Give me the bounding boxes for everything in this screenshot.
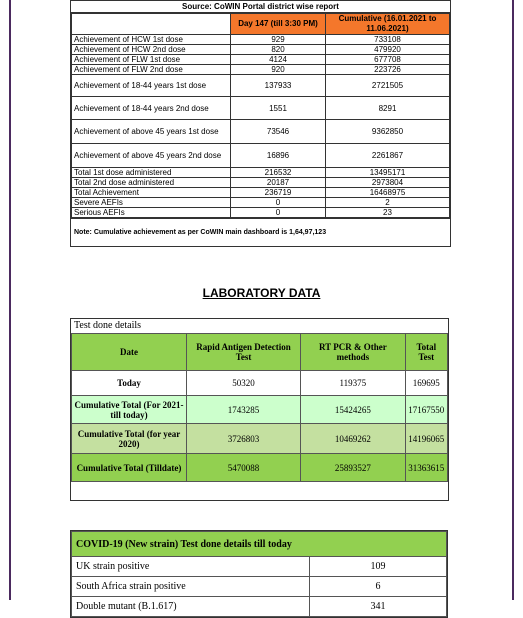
day-value: 0 [231, 208, 326, 218]
table-row [72, 65, 450, 75]
row-label: Achievement of above 45 years 2nd dose [72, 144, 231, 168]
row-label: Double mutant (B.1.617) [72, 597, 310, 617]
table-row [72, 55, 450, 65]
header-total: Total Test [405, 334, 447, 371]
row-label: Serious AEFIs [72, 208, 231, 218]
total-value: 31363615 [405, 454, 447, 482]
lab-section-title: LABORATORY DATA [202, 286, 321, 300]
row-label: Total Achievement [72, 188, 231, 198]
row-label: Cumulative Total (For 2021- till today) [72, 396, 187, 424]
cowin-header-blank [72, 14, 231, 35]
strain-header-row [72, 532, 447, 557]
table-row [72, 120, 450, 144]
day-value: 137933 [231, 75, 326, 97]
row-label: Achievement of HCW 2nd dose [72, 45, 231, 55]
row-label: Cumulative Total (Tilldate) [72, 454, 187, 482]
table-row [72, 424, 448, 454]
cumulative-value: 2973804 [326, 178, 450, 188]
cumulative-value: 8291 [326, 97, 450, 120]
day-value: 0 [231, 198, 326, 208]
table-row [72, 371, 448, 396]
table-row [72, 188, 450, 198]
table-row [72, 178, 450, 188]
rat-value: 3726803 [187, 424, 301, 454]
cowin-table [71, 13, 450, 218]
row-label: Achievement of 18-44 years 2nd dose [72, 97, 231, 120]
table-row [72, 75, 450, 97]
total-value: 14196065 [405, 424, 447, 454]
day-value: 920 [231, 65, 326, 75]
table-row [72, 557, 447, 577]
row-label: Achievement of above 45 years 1st dose [72, 120, 231, 144]
table-row [72, 208, 450, 218]
row-label: Total 2nd dose administered [72, 178, 231, 188]
day-value: 73546 [231, 120, 326, 144]
strain-value: 6 [310, 577, 447, 597]
rtpcr-value: 10469262 [301, 424, 406, 454]
day-value: 16896 [231, 144, 326, 168]
rtpcr-value: 25893527 [301, 454, 406, 482]
table-row [72, 168, 450, 178]
day-value: 216532 [231, 168, 326, 178]
test-table-title: Test done details [74, 320, 142, 331]
cumulative-value: 16468975 [326, 188, 450, 198]
row-label: Severe AEFIs [72, 198, 231, 208]
cumulative-value: 2261867 [326, 144, 450, 168]
row-label: UK strain positive [72, 557, 310, 577]
day-value: 820 [231, 45, 326, 55]
header-rtpcr: RT PCR & Other methods [301, 334, 406, 371]
row-label: Achievement of 18-44 years 1st dose [72, 75, 231, 97]
table-row [72, 198, 450, 208]
day-value: 4124 [231, 55, 326, 65]
row-label: Achievement of FLW 2nd dose [72, 65, 231, 75]
row-label: Today [72, 371, 187, 396]
day-value: 20187 [231, 178, 326, 188]
cowin-header-day: Day 147 (till 3:30 PM) [231, 14, 326, 35]
cumulative-value: 223726 [326, 65, 450, 75]
test-table-footer-space [71, 482, 448, 500]
test-table [71, 333, 448, 482]
rat-value: 50320 [187, 371, 301, 396]
total-value: 169695 [405, 371, 447, 396]
cowin-header-row [72, 14, 450, 35]
table-row [72, 97, 450, 120]
rtpcr-value: 119375 [301, 371, 406, 396]
rat-value: 1743285 [187, 396, 301, 424]
rat-value: 5470088 [187, 454, 301, 482]
header-date: Date [72, 334, 187, 371]
row-label: Achievement of HCW 1st dose [72, 35, 231, 45]
day-value: 236719 [231, 188, 326, 198]
cumulative-value: 479920 [326, 45, 450, 55]
total-value: 17167550 [405, 396, 447, 424]
strain-value: 109 [310, 557, 447, 577]
row-label: Total 1st dose administered [72, 168, 231, 178]
table-row [72, 144, 450, 168]
cumulative-value: 733108 [326, 35, 450, 45]
day-value: 929 [231, 35, 326, 45]
cumulative-value: 9362850 [326, 120, 450, 144]
test-header-row [72, 334, 448, 371]
row-label: South Africa strain positive [72, 577, 310, 597]
cowin-note: Note: Cumulative achievement as per CoWIN main dashboard is 1,64,97,123 [71, 218, 450, 246]
cumulative-value: 23 [326, 208, 450, 218]
header-rat: Rapid Antigen Detection Test [187, 334, 301, 371]
day-value: 1551 [231, 97, 326, 120]
cowin-header-cumulative: Cumulative (16.01.2021 to 11.06.2021) [326, 14, 450, 35]
strain-value: 341 [310, 597, 447, 617]
table-row [72, 396, 448, 424]
cowin-source: Source: CoWIN Portal district wise report [71, 1, 450, 13]
cumulative-value: 2 [326, 198, 450, 208]
cumulative-value: 2721505 [326, 75, 450, 97]
cowin-table-block [70, 0, 451, 247]
strain-table-block [70, 530, 448, 618]
table-row [72, 454, 448, 482]
cumulative-value: 677708 [326, 55, 450, 65]
test-table-block [70, 318, 449, 501]
cumulative-value: 13495171 [326, 168, 450, 178]
row-label: Cumulative Total (for year 2020) [72, 424, 187, 454]
table-row [72, 35, 450, 45]
strain-table [71, 531, 447, 617]
table-row [72, 45, 450, 55]
row-label: Achievement of FLW 1st dose [72, 55, 231, 65]
table-row [72, 577, 447, 597]
strain-table-title: COVID-19 (New strain) Test done details till today [72, 532, 447, 557]
rtpcr-value: 15424265 [301, 396, 406, 424]
